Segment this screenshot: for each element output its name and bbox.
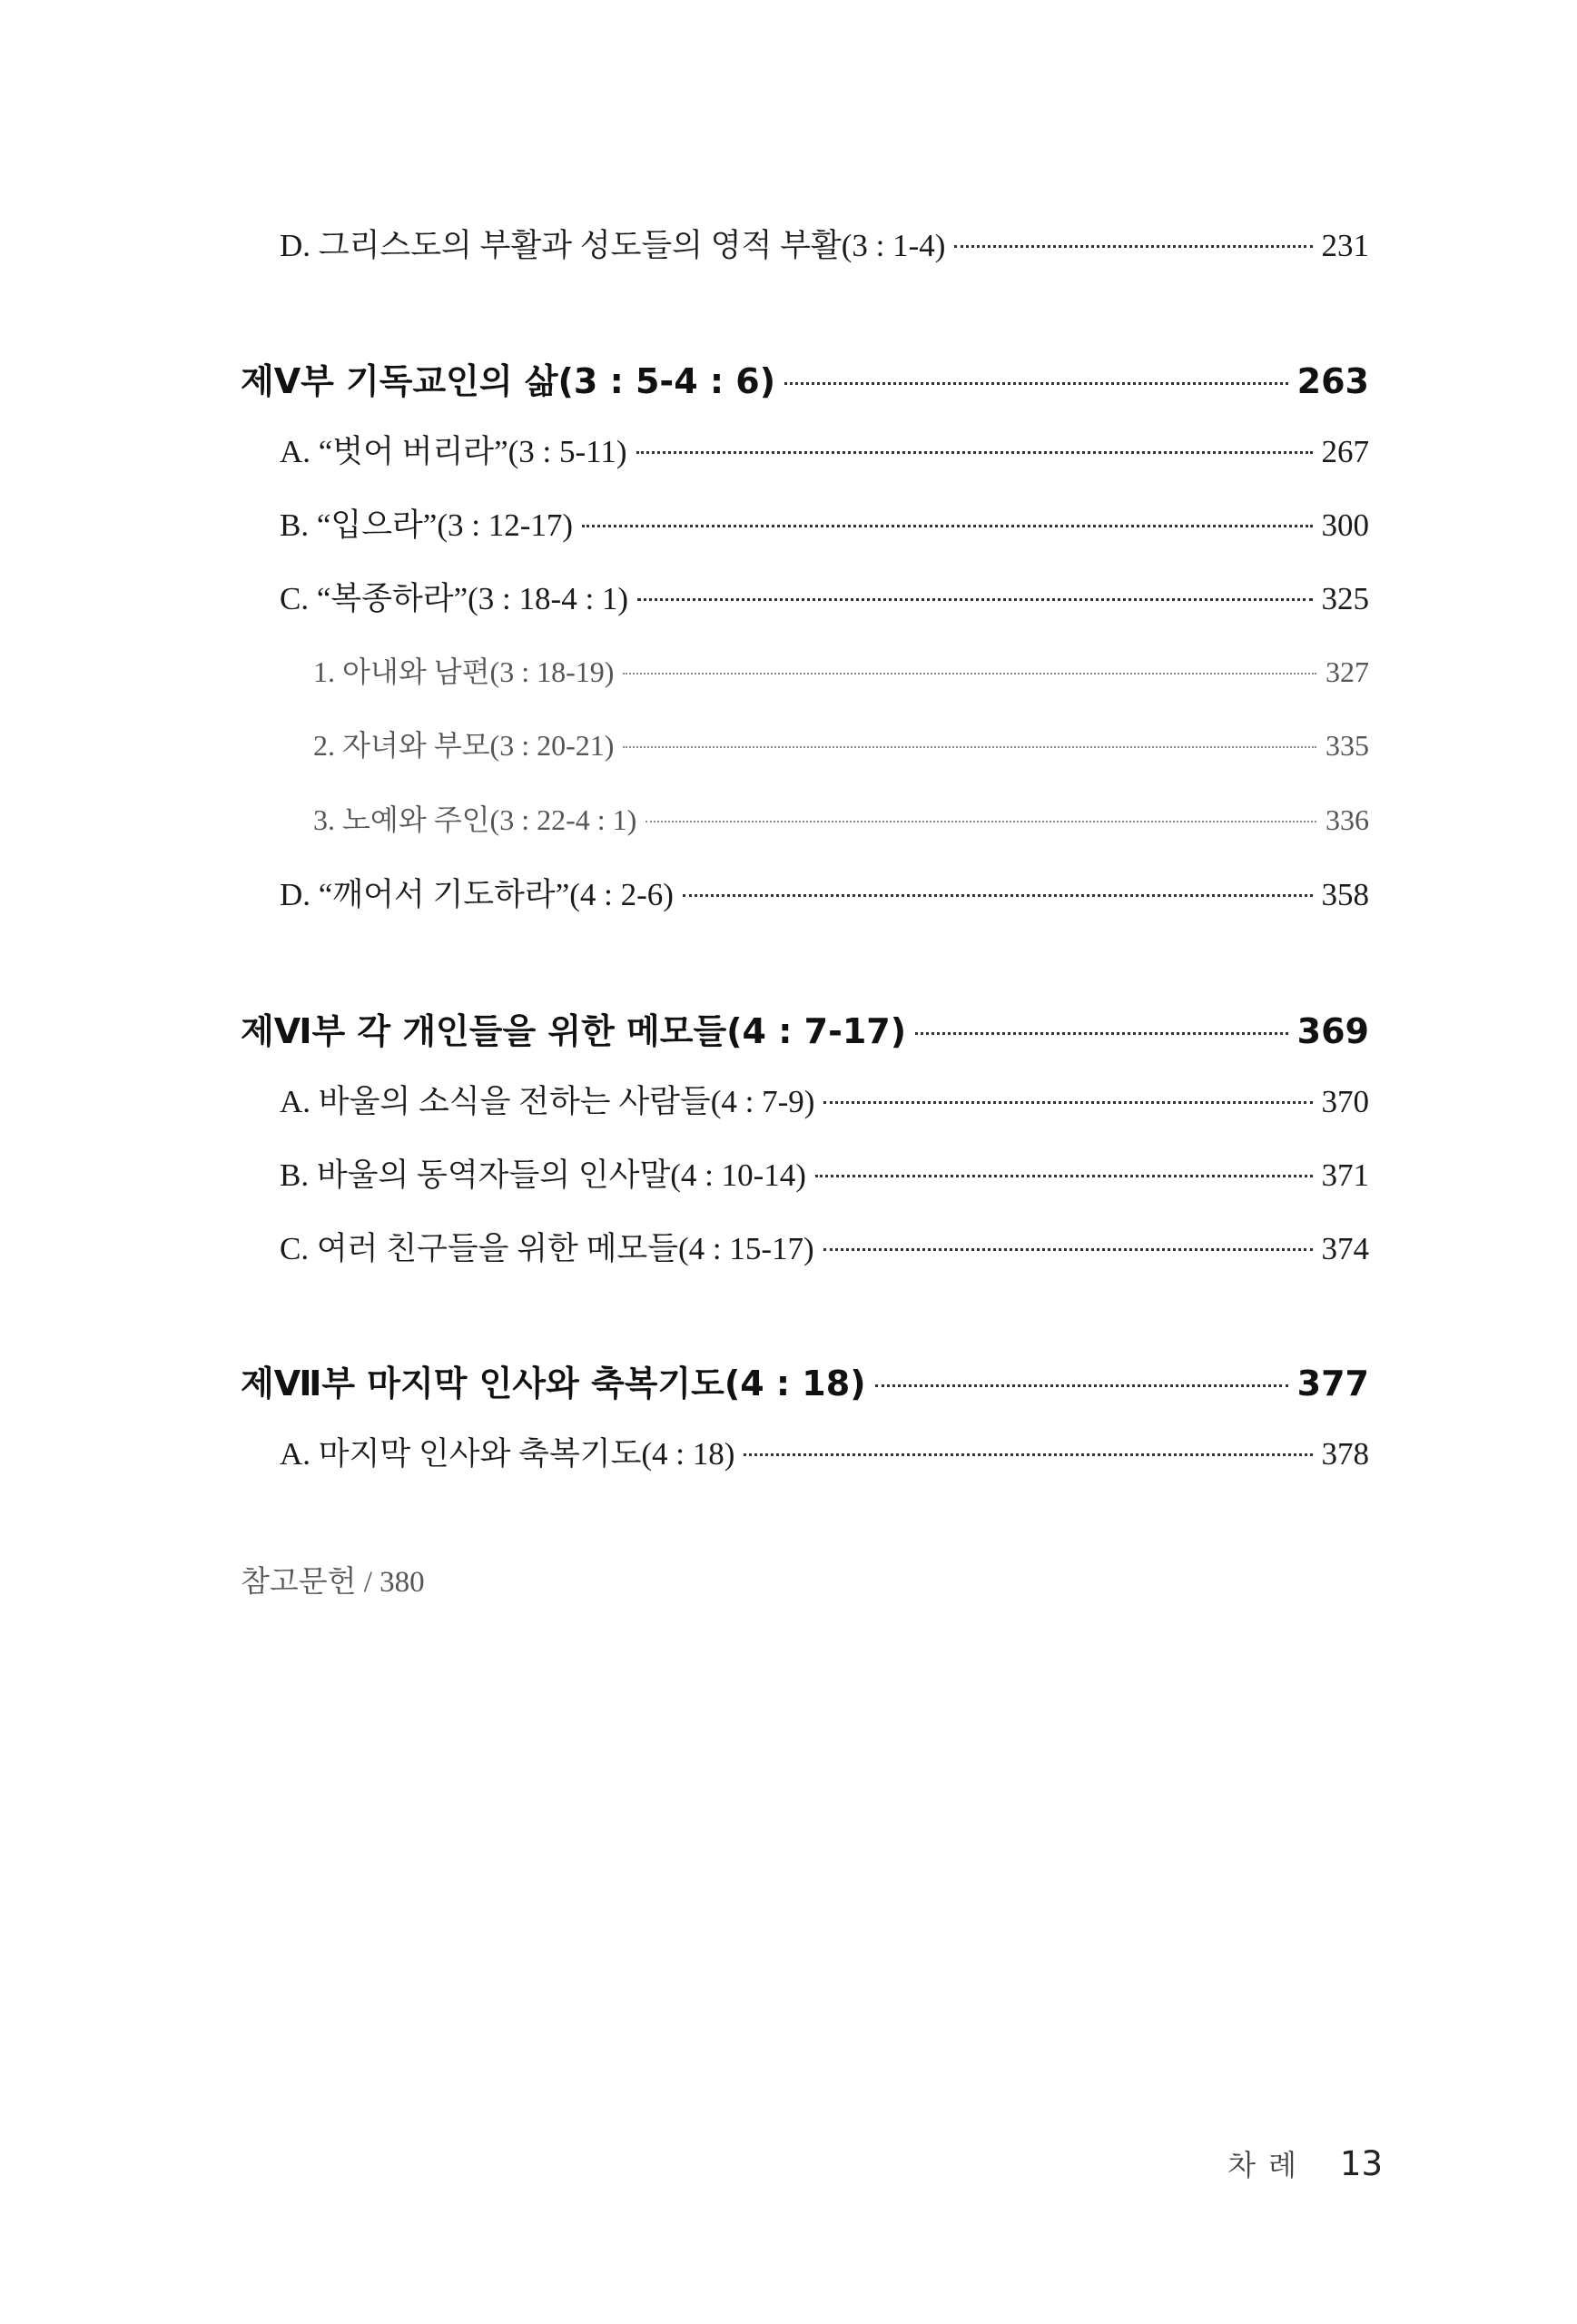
toc-entry-part-5[interactable] — [241, 353, 1369, 403]
toc-entry-page: 300 — [1321, 507, 1369, 543]
toc-entry-label: D. “깨어서 기도하라”(4 : 2-6) — [280, 877, 674, 912]
toc-entry-page: 378 — [1321, 1436, 1369, 1472]
toc-entry-page: 327 — [1326, 655, 1369, 688]
dot-leader — [623, 673, 1316, 675]
toc-entry-page: 377 — [1296, 1364, 1369, 1403]
toc-entry-section-5c[interactable] — [280, 574, 1369, 619]
dot-leader — [784, 382, 1288, 385]
toc-entry-page: 371 — [1321, 1157, 1369, 1193]
toc-entry-page: 369 — [1296, 1011, 1369, 1051]
toc-entry-label: 제Ⅴ부 기독교인의 삶(3 : 5-4 : 6) — [241, 361, 776, 401]
toc-entry-page: 263 — [1296, 361, 1369, 401]
toc-entry-sub-1[interactable] — [313, 649, 1369, 691]
toc-entry-label: 2. 자녀와 부모(3 : 20-21) — [313, 729, 615, 762]
toc-entry-label: C. “복종하라”(3 : 18-4 : 1) — [280, 581, 629, 616]
page-footer — [1227, 2142, 1383, 2184]
dot-leader — [954, 245, 1312, 248]
running-footer-title: 차례 — [1227, 2148, 1309, 2182]
toc-entry-label: 1. 아내와 남편(3 : 18-19) — [313, 655, 615, 688]
toc-entry-page: 335 — [1326, 729, 1369, 762]
toc-entry-part-7[interactable] — [241, 1355, 1369, 1405]
toc-entry-section-5a[interactable] — [280, 427, 1369, 472]
toc-entry-page: 231 — [1321, 228, 1369, 263]
dot-leader — [683, 894, 1313, 897]
dot-leader — [582, 525, 1312, 527]
toc-entry-label: C. 여러 친구들을 위한 메모들(4 : 15-17) — [280, 1231, 814, 1266]
page-number: 13 — [1339, 2144, 1383, 2183]
dot-leader — [815, 1175, 1313, 1177]
dot-leader — [646, 821, 1316, 822]
dot-leader — [875, 1384, 1288, 1387]
toc-entry-page: 336 — [1326, 803, 1369, 836]
dot-leader — [636, 451, 1313, 454]
toc-entry-label: A. “벗어 버리라”(3 : 5-11) — [280, 434, 627, 469]
toc-entry-label: A. 마지막 인사와 축복기도(4 : 18) — [280, 1436, 735, 1472]
dot-leader — [823, 1101, 1312, 1104]
toc-entry-page: 267 — [1321, 434, 1369, 469]
toc-entry-label: D. 그리스도의 부활과 성도들의 영적 부활(3 : 1-4) — [280, 228, 946, 263]
dot-leader — [744, 1453, 1312, 1456]
toc-entry-section-6b[interactable] — [280, 1150, 1369, 1196]
toc-entry-page: 325 — [1321, 581, 1369, 616]
toc-entry-section-6c[interactable] — [280, 1224, 1369, 1269]
toc-entry-label: 3. 노예와 주인(3 : 22-4 : 1) — [313, 803, 637, 836]
dot-leader — [623, 746, 1316, 748]
toc-entry-page: 374 — [1321, 1231, 1369, 1266]
toc-entry-section-6a[interactable] — [280, 1077, 1369, 1122]
toc-entry-sub-2[interactable] — [313, 723, 1369, 764]
dot-leader — [915, 1032, 1288, 1035]
toc-entry-label: A. 바울의 소식을 전하는 사람들(4 : 7-9) — [280, 1084, 815, 1119]
toc-entry-page: 370 — [1321, 1084, 1369, 1119]
toc-entry-page: 358 — [1321, 877, 1369, 912]
toc-entry-part-6[interactable] — [241, 1003, 1369, 1053]
toc-entry-label: 제Ⅶ부 마지막 인사와 축복기도(4 : 18) — [241, 1364, 866, 1403]
toc-entry-section-5b[interactable] — [280, 500, 1369, 546]
dot-leader — [637, 598, 1312, 601]
toc-entry-sub-3[interactable] — [313, 797, 1369, 839]
toc-entry-label: 제Ⅵ부 각 개인들을 위한 메모들(4 : 7-17) — [241, 1011, 907, 1051]
toc-entry-label: B. “입으라”(3 : 12-17) — [280, 507, 574, 543]
toc-entry-section-d-resurrection[interactable] — [280, 221, 1369, 266]
toc-entry-section-5d[interactable] — [280, 870, 1369, 915]
bibliography-entry[interactable]: 참고문헌 / 380 — [241, 1566, 425, 1599]
dot-leader — [823, 1248, 1313, 1251]
toc-entry-label: B. 바울의 동역자들의 인사말(4 : 10-14) — [280, 1157, 806, 1193]
toc-entry-section-7a[interactable] — [280, 1429, 1369, 1474]
